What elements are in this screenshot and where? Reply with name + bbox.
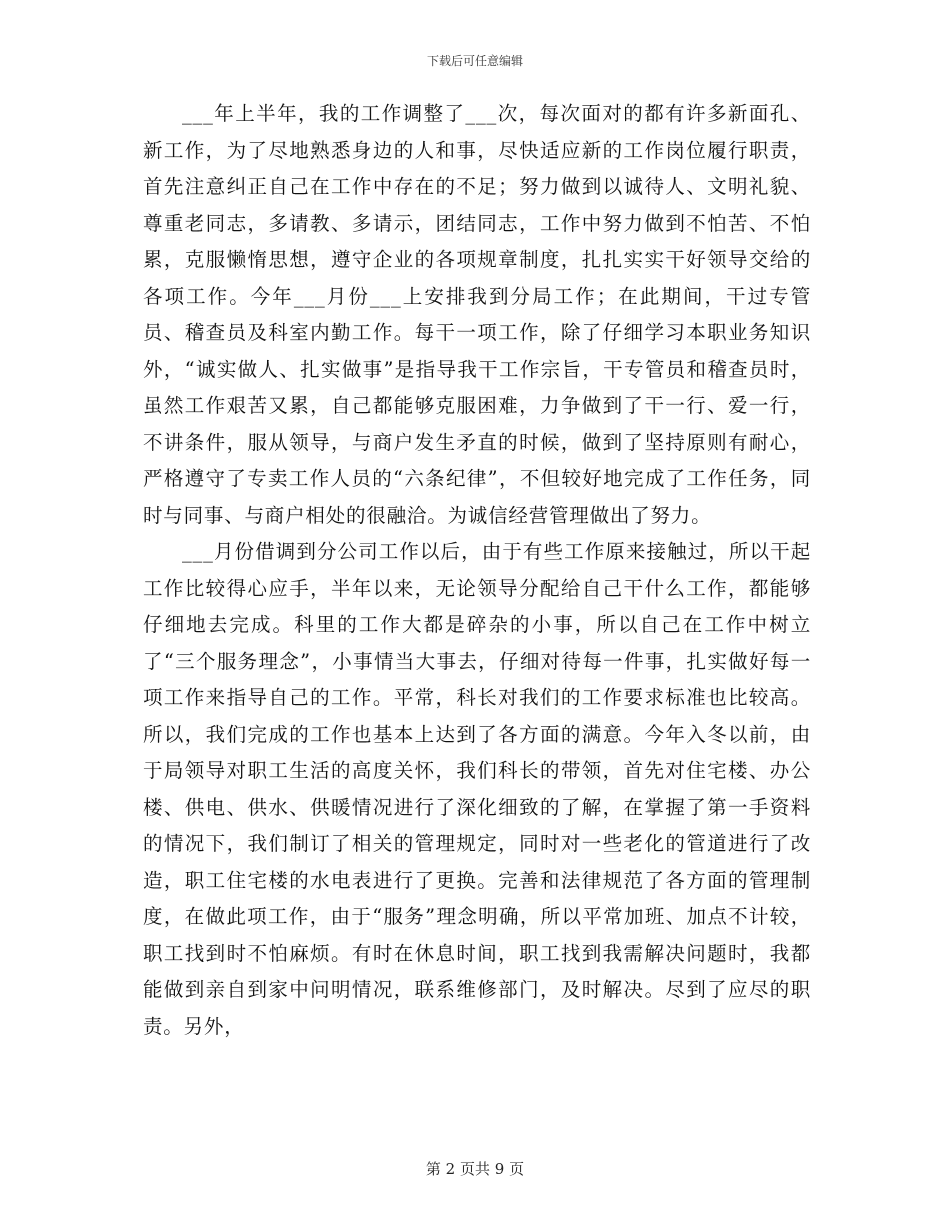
page-footer: 第 2 页共 9 页 [425,1160,525,1178]
paragraph-2: ___月份借调到分公司工作以后，由于有些工作原来接触过，所以干起工作比较得心应手，半年以来，无论领导分配给自己干什么工作，都能够仔细地去完成。科里的工作大都是碎杂的小事，所以自己在工作中树立了“三个服务理念”，小事情当大事去，仔细对待每一件事，扎实做好每一项工作来指导自己的工作。平常，科长对我们的工作要求标准也比较高。所以，我们完成的工作也基本上达到了各方面的满意。今年入冬以前，由于局领导对职工生活的高度关怀，我们科长的带领，首先对住宅楼、办公楼、供电、供水、供暖情况进行了深化细致的了解，在掌握了第一手资料的情况下，我们制订了相关的管理规定，同时对一些老化的管道进行了改造，职工住宅楼的水电表进行了更换。完善和法律规范了各方面的管理制度，在做此项工作，由于“服务”理念明确，所以平常加班、加点不计较，职工找到时不怕麻烦。有时在休息时间，职工找到我需解决问题时，我都能做到亲自到家中问明情况，联系维修部门，及时解决。尽到了应尽的职责。另外， [143,540,811,1038]
document-body [143,96,811,1045]
paragraph-1: ___年上半年，我的工作调整了___次，每次面对的都有许多新面孔、新工作，为了尽地熟悉身边的人和事，尽快适应新的工作岗位履行职责，首先注意纠正自己在工作中存在的不足；努力做到以诚待人、文明礼貌、尊重老同志，多请教、多请示，团结同志，工作中努力做到不怕苦、不怕累，克服懒惰思想，遵守企业的各项规章制度，扎扎实实干好领导交给的各项工作。今年___月份___上安排我到分局工作；在此期间，干过专管员、稽查员及科室内勤工作。每干一项工作，除了仔细学习本职业务知识外，“诚实做人、扎实做事”是指导我干工作宗旨，干专管员和稽查员时，虽然工作艰苦又累，自己都能够克服困难，力争做到了干一行、爱一行，不讲条件，服从领导，与商户发生矛直的时候，做到了坚持原则有耐心，严格遵守了专卖工作人员的“六条纪律”，不但较好地完成了工作任务，同时与同事、与商户相处的很融洽。为诚信经营管理做出了努力。 [143,102,811,527]
page-header: 下载后可任意编辑 [426,54,523,68]
